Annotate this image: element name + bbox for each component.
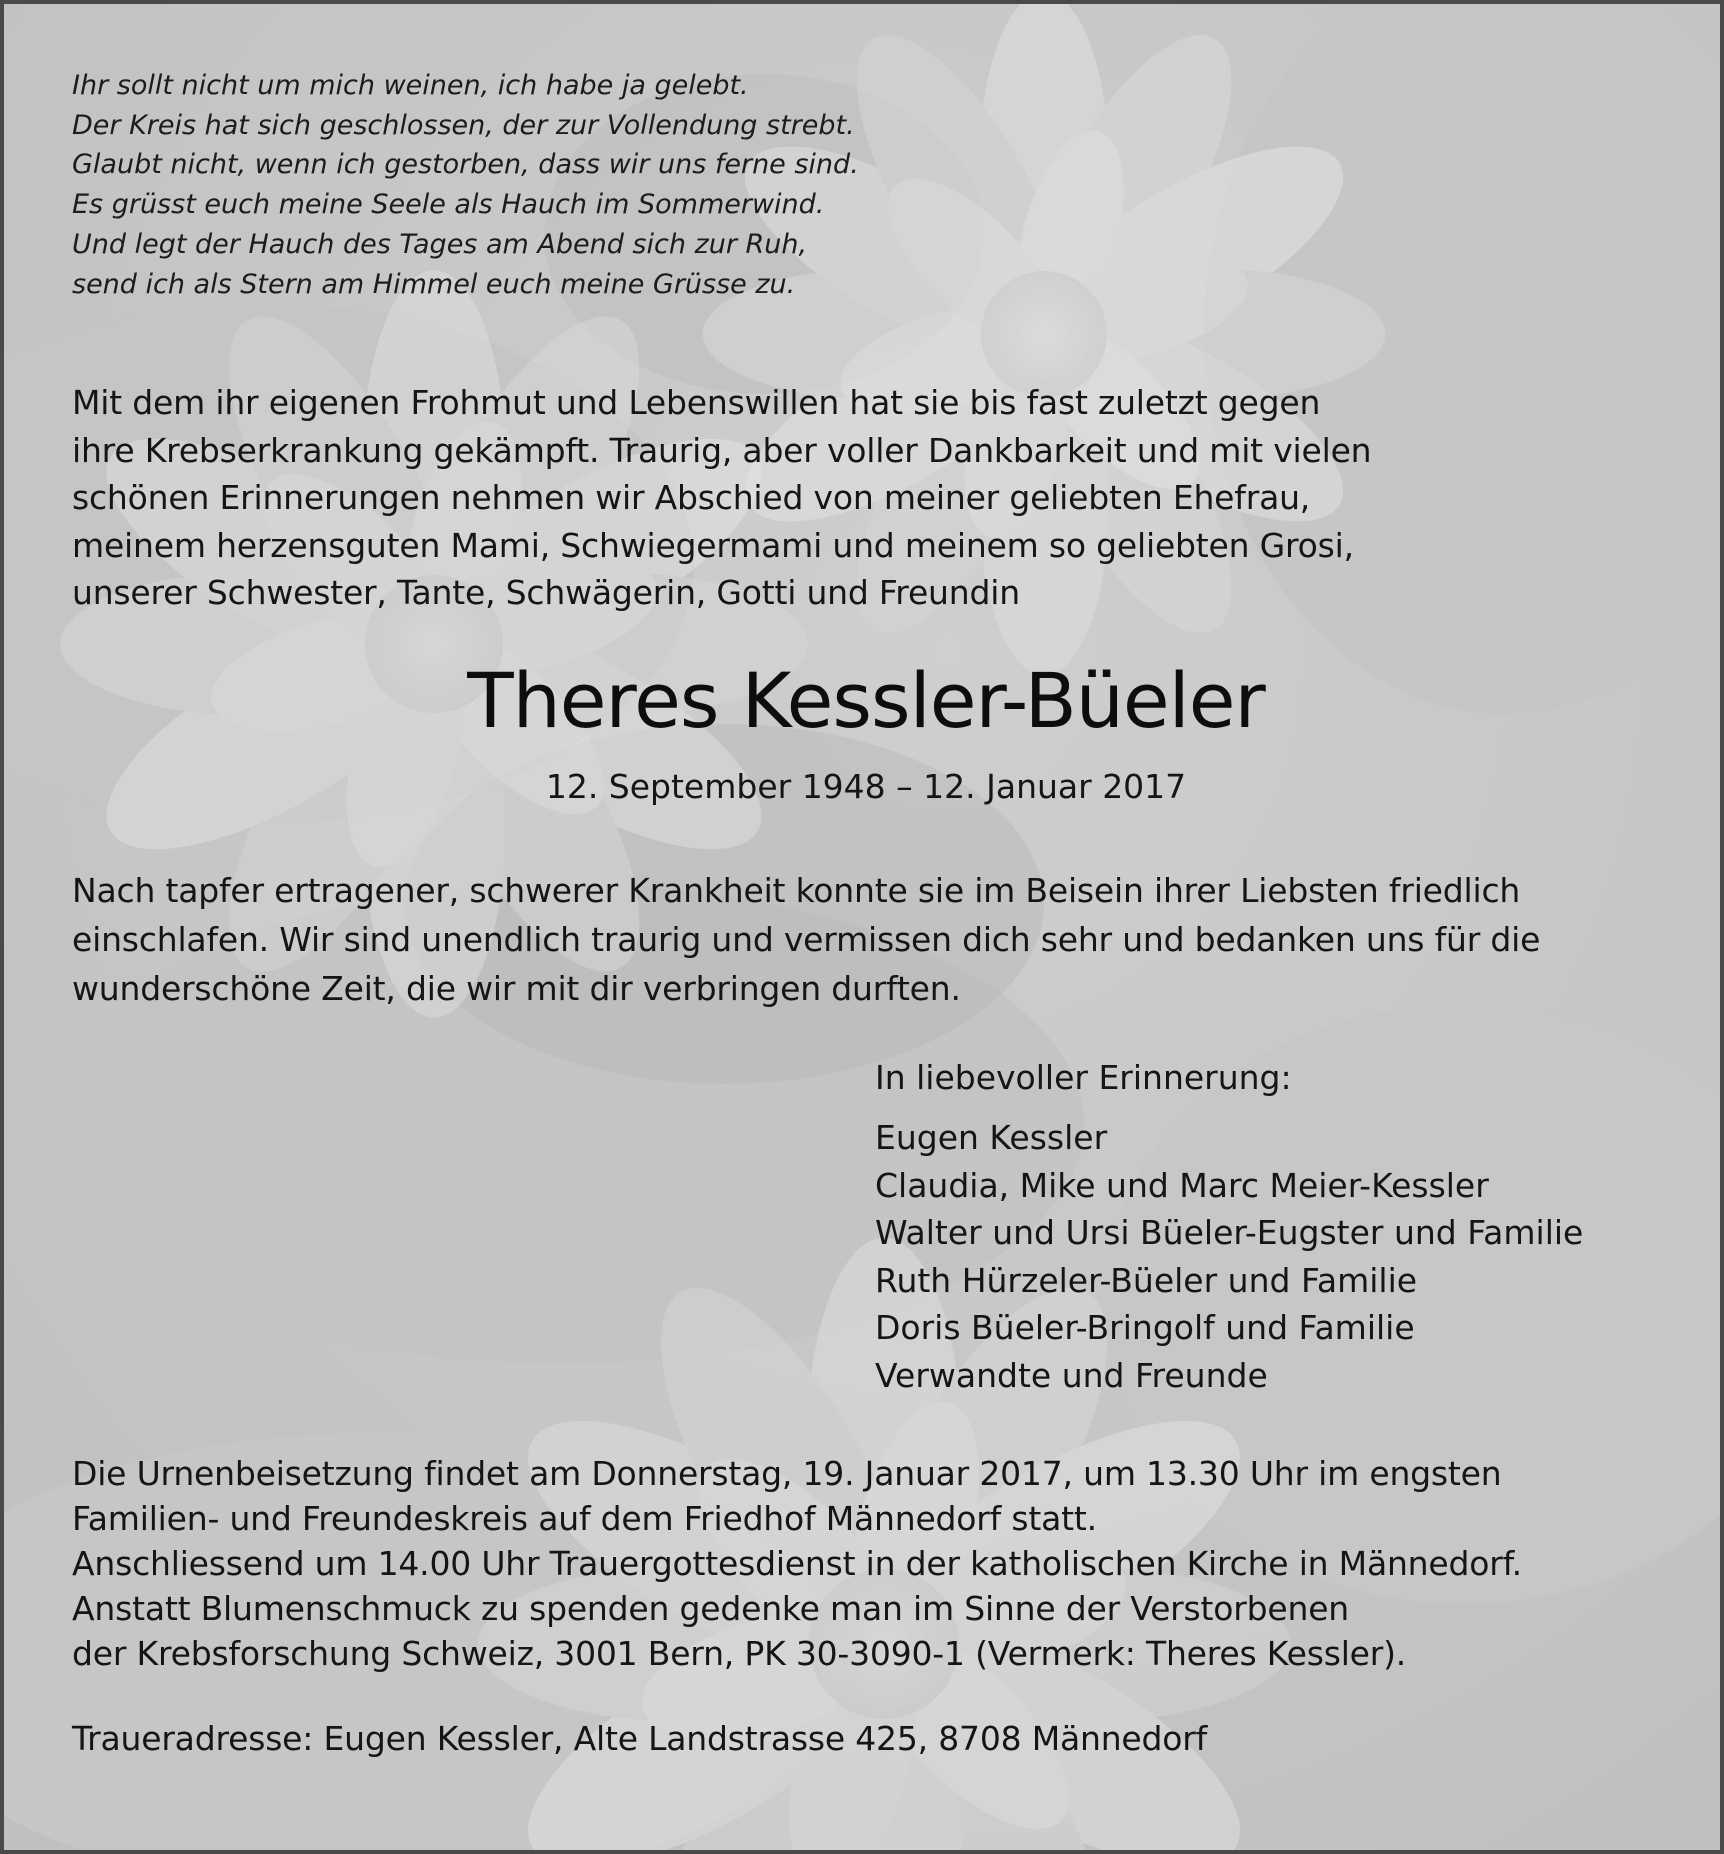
poem-line: Es grüsst euch meine Seele als Hauch im Sommerwind.: [72, 189, 825, 221]
memorial-poem: [72, 66, 1072, 304]
closing-line: Nach tapfer ertragener, schwerer Krankheit konnte sie im Beisein ihrer Liebsten friedlich: [72, 871, 1521, 910]
mourners-block: [875, 1054, 1583, 1400]
mourner-name: Walter und Ursi Büeler-Eugster und Familie: [875, 1213, 1584, 1253]
closing-paragraph: [72, 866, 1540, 1013]
poem-line: Glaubt nicht, wenn ich gestorben, dass wir uns ferne sind.: [72, 149, 859, 181]
mourning-address: Traueradresse: Eugen Kessler, Alte Landstrasse 425, 8708 Männedorf: [72, 1719, 1208, 1758]
poem-line: Ihr sollt nicht um mich weinen, ich habe ja gelebt.: [72, 70, 749, 101]
mourner-name: Doris Büeler-Bringolf und Familie: [875, 1308, 1415, 1348]
intro-line: Mit dem ihr eigenen Frohmut und Lebenswillen hat sie bis fast zuletzt gegen: [72, 383, 1321, 422]
poem-line: Der Kreis hat sich geschlossen, der zur Vollendung strebt.: [72, 109, 855, 141]
funeral-line: Anstatt Blumenschmuck zu spenden gedenke man im Sinne der Verstorbenen: [72, 1589, 1350, 1628]
mourners-list: [875, 1114, 1583, 1400]
mourner-name: Eugen Kessler: [875, 1118, 1108, 1157]
poem-line: Und legt der Hauch des Tages am Abend sich zur Ruh,: [72, 228, 808, 260]
closing-line: einschlafen. Wir sind unendlich traurig und vermissen dich sehr und bedanken uns für die: [72, 920, 1541, 959]
funeral-line: Anschliessend um 14.00 Uhr Trauergottesdienst in der katholischen Kirche in Männedorf.: [72, 1544, 1522, 1583]
intro-line: schönen Erinnerungen nehmen wir Abschied von meiner geliebten Ehefrau,: [72, 478, 1311, 517]
mourner-name: Ruth Hürzeler-Büeler und Familie: [875, 1260, 1418, 1300]
poem-line: send ich als Stern am Himmel euch meine Grüsse zu.: [72, 268, 796, 300]
intro-line: ihre Krebserkrankung gekämpft. Traurig, aber voller Dankbarkeit und mit vielen: [72, 430, 1372, 470]
funeral-line: der Krebsforschung Schweiz, 3001 Bern, PK 30-3090-1 (Vermerk: Theres Kessler).: [72, 1634, 1407, 1673]
deceased-name: Theres Kessler-Büeler: [467, 656, 1265, 745]
life-dates: 12. September 1948 – 12. Januar 2017: [545, 767, 1187, 806]
notice-content: [4, 4, 1720, 1850]
intro-paragraph: [72, 379, 1371, 617]
intro-line: unserer Schwester, Tante, Schwägerin, Gotti und Freundin: [72, 573, 1020, 612]
mourner-name: Claudia, Mike und Marc Meier-Kessler: [875, 1165, 1489, 1205]
intro-line: meinem herzensguten Mami, Schwiegermami und meinem so geliebten Grosi,: [72, 525, 1354, 565]
mourner-name: Verwandte und Freunde: [875, 1355, 1268, 1395]
closing-line: wunderschöne Zeit, die wir mit dir verbringen durften.: [72, 969, 961, 1008]
funeral-line: Familien- und Freundeskreis auf dem Friedhof Männedorf statt.: [72, 1499, 1097, 1538]
mourners-heading: In liebevoller Erinnerung:: [875, 1058, 1292, 1097]
funeral-line: Die Urnenbeisetzung findet am Donnerstag, 19. Januar 2017, um 13.30 Uhr im engsten: [72, 1454, 1502, 1493]
funeral-details: [72, 1451, 1522, 1676]
